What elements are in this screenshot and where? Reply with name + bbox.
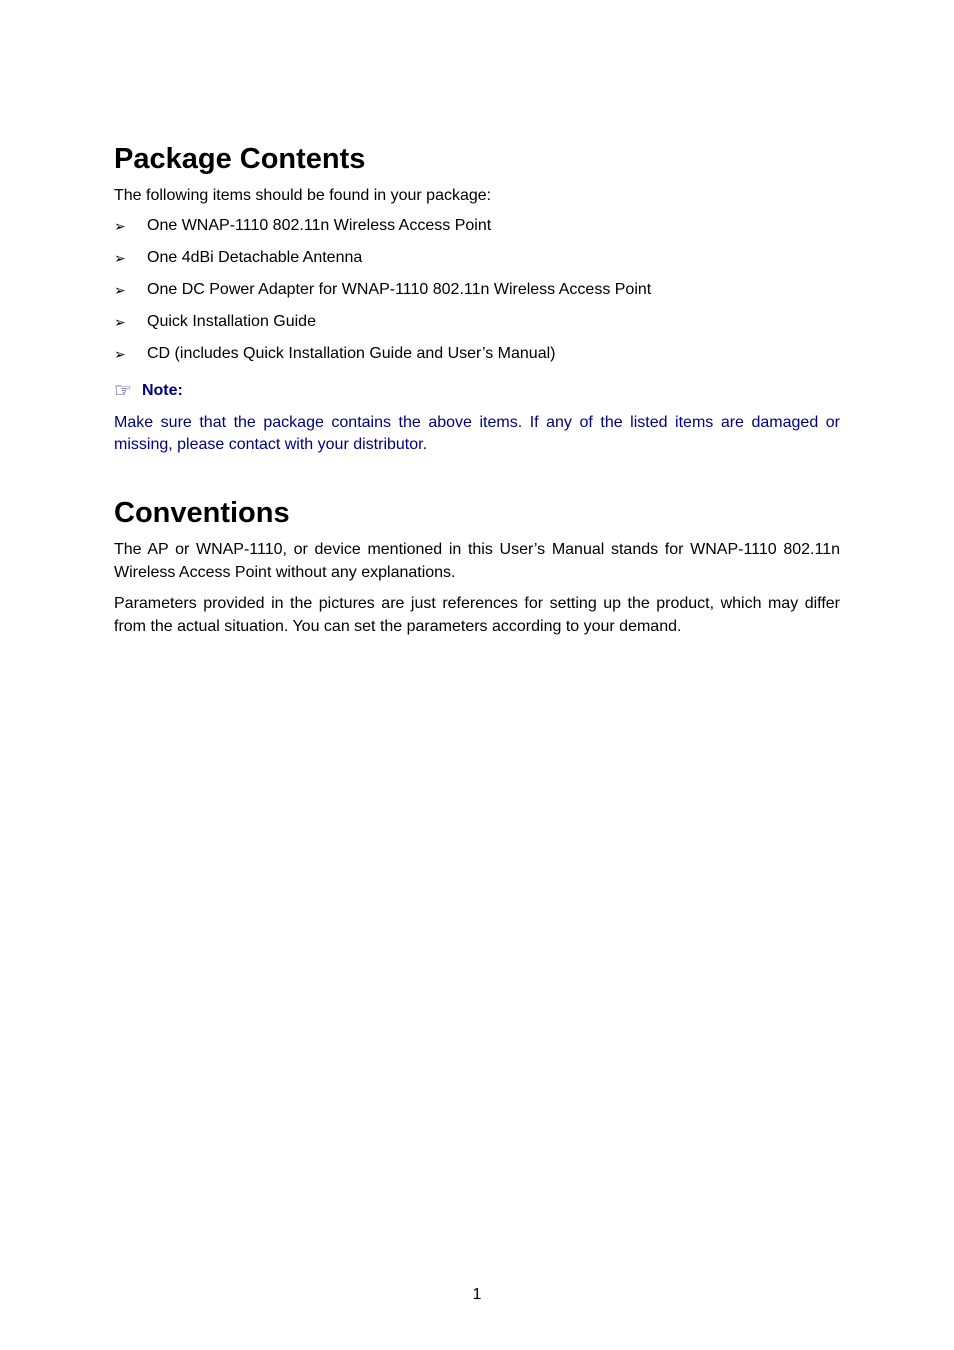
arrow-bullet-icon: ➢: [114, 282, 126, 298]
note-label: Note:: [141, 382, 183, 399]
arrow-bullet-icon: ➢: [114, 218, 126, 234]
list-item: [114, 343, 840, 375]
pointing-hand-icon: ☞: [114, 380, 132, 402]
conventions-heading: Conventions: [114, 497, 290, 529]
arrow-bullet-icon: ➢: [114, 250, 126, 266]
list-item: [114, 279, 840, 311]
package-contents-heading: Package Contents: [114, 143, 366, 175]
package-items-list: [114, 215, 840, 375]
list-item: [114, 311, 840, 343]
list-item-text: One DC Power Adapter for WNAP-1110 802.11n Wireless Access Point: [147, 281, 652, 298]
list-item: [114, 215, 840, 247]
package-intro-text: The following items should be found in your package:: [114, 187, 492, 204]
note-heading: [114, 380, 183, 402]
arrow-bullet-icon: ➢: [114, 314, 126, 330]
list-item-text: Quick Installation Guide: [147, 313, 316, 330]
list-item-text: CD (includes Quick Installation Guide and User’s Manual): [147, 345, 556, 362]
arrow-bullet-icon: ➢: [114, 346, 126, 362]
list-item-text: One WNAP-1110 802.11n Wireless Access Point: [147, 217, 492, 234]
page-number: 1: [472, 1286, 482, 1303]
conventions-paragraph-1: The AP or WNAP-1110, or device mentioned in this User’s Manual stands for WNAP-1110 802.11n Wireless Access Point without any explanations.: [114, 541, 840, 581]
list-item: [114, 247, 840, 279]
list-item-text: One 4dBi Detachable Antenna: [147, 249, 363, 266]
note-text: Make sure that the package contains the above items. If any of the listed items are damaged or missing, please contact with your distributor.: [114, 414, 840, 453]
conventions-paragraph-2: Parameters provided in the pictures are just references for setting up the product, which may differ from the actual situation. You can set the parameters according to your demand.: [114, 595, 840, 635]
